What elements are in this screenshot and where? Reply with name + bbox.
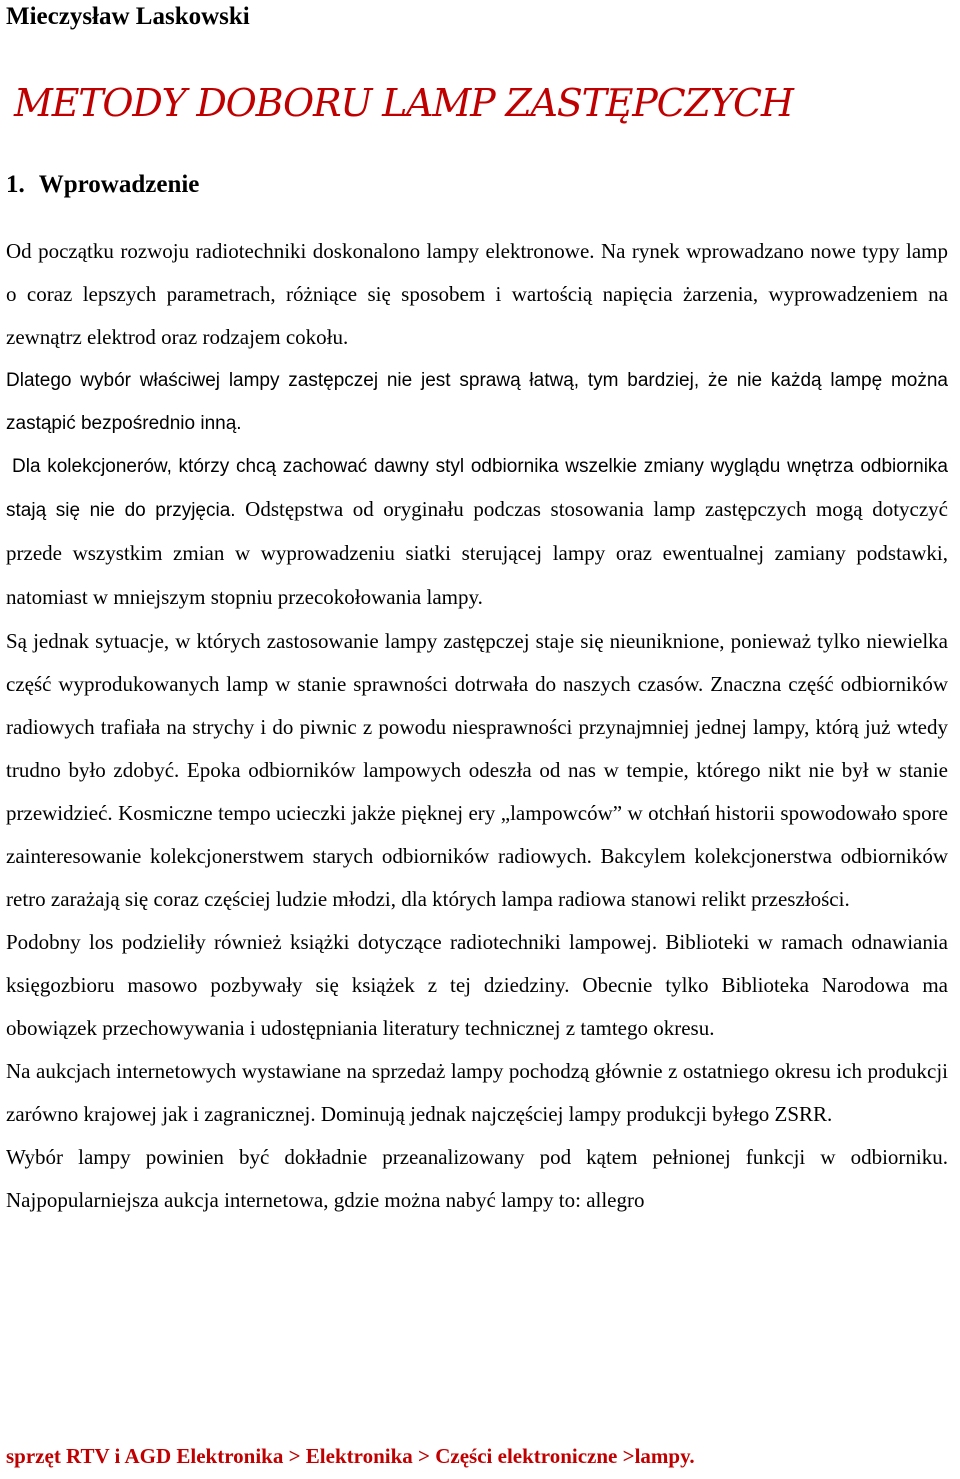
paragraph-intro: Od początku rozwoju radiotechniki doskonalono lampy elektronowe. Na rynek wprowadzano nowe typy lamp o coraz lepszych parametrach, różniące się sposobem i wartością napięcia żarzenia, wyprowadzeniem na zewnątrz elektrod oraz rodzajem cokołu. xyxy=(6,239,948,349)
paragraph-situations: Są jednak sytuacje, w których zastosowanie lampy zastępczej staje się nieuniknione, ponieważ tylko niewielka część wyprodukowanych lamp w stanie sprawności dotrwała do naszych czasów. Znaczna część odbiorników radiowych trafiała na strychy i do piwnic z powodu niesprawności przynajmniej jednej lampy, którą już wtedy trudno było zdobyć. Epoka odbiorników lampowych odeszła od nas w tempie, którego nikt nie był w stanie przewidzieć. Kosmiczne tempo ucieczki jakże pięknej ery „lampowców” w otchłań historii spowodowało spore zainteresowanie kolekcjonerstwem starych odbiorników radiowych. Bakcylem kolekcjonerstwa odbiorników retro zarażają się coraz częściej ludzie młodzi, dla których lampa radiowa stanowi relikt przeszłości. xyxy=(6,629,948,911)
category-path: sprzęt RTV i AGD Elektronika > Elektronika > Części elektroniczne >lampy. xyxy=(6,1444,695,1468)
section-title: Wprowadzenie xyxy=(38,171,200,198)
paragraph-books: Podobny los podzieliły również książki dotyczące radiotechniki lampowej. Biblioteki w ramach odnawiania księgozbioru masowo pozbywały się książek z tej dziedziny. Obecnie tylko Biblioteka Narodowa ma obowiązek przechowywania i udostępniania literatury technicznej z tamtego okresu. xyxy=(6,930,948,1040)
paragraph-selection: Wybór lampy powinien być dokładnie przeanalizowany pod kątem pełnionej funkcji w odbiorniku. Najpopularniejsza aukcja internetowa, gdzie można nabyć lampy to: allegro xyxy=(6,1145,948,1212)
paragraph-auctions: Na aukcjach internetowych wystawiane na sprzedaż lampy pochodzą głównie z ostatniego okresu ich produkcji zarówno krajowej jak i zagranicznej. Dominują jednak najczęściej lampy produkcji byłego ZSRR. xyxy=(6,1059,948,1126)
document-body xyxy=(6,230,948,1222)
paragraph-collectors xyxy=(6,445,948,620)
author-name: Mieczysław Laskowski xyxy=(6,3,250,30)
section-number: 1. xyxy=(6,171,25,198)
deviations-sentence: Odstępstwa od oryginału podczas stosowania lamp zastępczych mogą dotyczyć przede wszystkim zmian w wyprowadzeniu siatki sterującej lampy oraz ewentualnej zamiany podstawki, natomiast w mniejszym stopniu przecokołowania lampy. xyxy=(6,497,948,609)
paragraph-choice: Dlatego wybór właściwej lampy zastępczej nie jest sprawą łatwą, tym bardziej, że nie każdą lampę można zastąpić bezpośrednio inną. xyxy=(6,370,948,434)
section-heading xyxy=(6,170,199,200)
document-title: METODY DOBORU LAMP ZASTĘPCZYCH xyxy=(14,81,793,125)
collectors-sentence: Dla kolekcjonerów, którzy chcą zachować dawny styl odbiornika wszelkie zmiany wyglądu wnętrza odbiornika stają się nie do przyjęcia. xyxy=(6,456,948,521)
